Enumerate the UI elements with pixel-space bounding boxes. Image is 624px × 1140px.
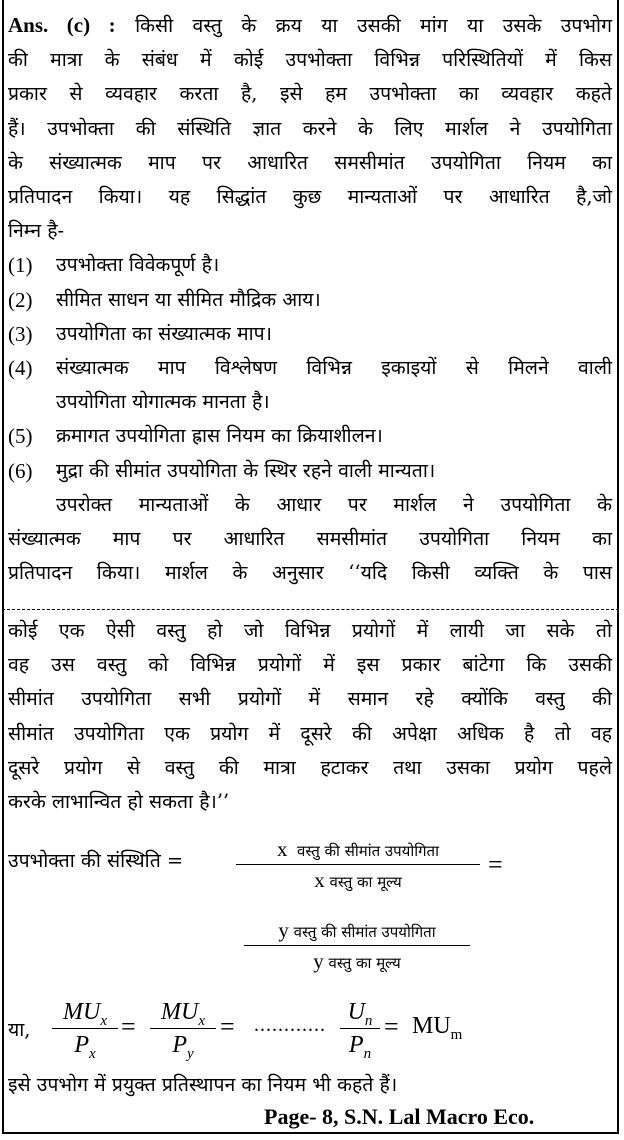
equals-sign: = bbox=[488, 850, 503, 879]
page-break-divider bbox=[2, 609, 619, 610]
assumption-item: (4) संख्यात्मक माप विश्लेषण विभिन्न इकाइयों से मिलने वाली उपयोगिता योगात्मक मानता है। bbox=[8, 356, 612, 414]
equals-sign: = bbox=[121, 1012, 136, 1041]
para3-line: कोई एक ऐसी वस्तु हो जो विभिन्न प्रयोगों में लायी जा सके तो bbox=[8, 619, 612, 642]
para2-line: उपरोक्त मान्यताओं के आधार पर मार्शल ने उपयोगिता के bbox=[56, 492, 612, 516]
intro-line: हैं। उपभोक्ता की संस्थिति ज्ञात करने के लिए मार्शल ने उपयोगिता bbox=[8, 116, 612, 140]
answer-label: Ans. (c) : bbox=[8, 13, 116, 37]
equals-sign: = bbox=[220, 1012, 235, 1041]
para3-line: दूसरे प्रयोग से वस्तु की मात्रा हटाकर तथा उसका प्रयोग पहले bbox=[8, 755, 612, 779]
intro-line: के संख्यात्मक माप पर आधारित समसीमांत उपयोगिता नियम का bbox=[8, 150, 612, 174]
assumption-item: (3) उपयोगिता का संख्यात्मक माप। bbox=[8, 321, 272, 346]
fraction-x: x वस्तु की सीमांत उपयोगिता x वस्तु का मूल्य bbox=[236, 834, 480, 895]
formula-mux-py: $MU_x$ $P_y$ bbox=[150, 996, 216, 1061]
equals-sign: = bbox=[384, 1012, 399, 1041]
assumption-item: (6) मुद्रा की सीमांत उपयोगिता के स्थिर रहने वाली मान्यता। bbox=[8, 458, 436, 483]
para2-line: प्रतिपादन किया। मार्शल के अनुसार ‘‘यदि किसी व्यक्ति के पास bbox=[8, 561, 612, 585]
page-footer: Page- 8, S.N. Lal Macro Eco. bbox=[264, 1104, 535, 1129]
para3-line: सीमांत उपयोगिता एक प्रयोग में दूसरे की अपेक्षा अधिक है तो वह bbox=[8, 721, 612, 745]
para3-line: करके लाभान्वित हो सकता है।’’ bbox=[8, 790, 230, 814]
intro-line: निम्न है- bbox=[8, 219, 65, 243]
answer-body bbox=[8, 8, 612, 590]
para2-line: संख्यात्मक माप पर आधारित समसीमांत उपयोगिता नियम का bbox=[8, 527, 612, 551]
para3-line: वह उस वस्तु को विभिन्न प्रयोगों में इस प्रकार बांटेगा कि उसकी bbox=[8, 653, 612, 677]
quote-continuation bbox=[8, 614, 612, 819]
formula-prefix: या, bbox=[8, 1018, 31, 1041]
intro-line-1: Ans. (c) : किसी वस्तु के क्रय या उसकी मांग या उसके उपभोग bbox=[8, 13, 612, 37]
intro-line: प्रतिपादन किया। यह सिद्धांत कुछ मान्यताओं पर आधारित है,जो bbox=[8, 185, 612, 209]
fraction-y: y वस्तु की सीमांत उपयोगिता y वस्तु का मूल्य bbox=[244, 915, 470, 976]
formula-mum: $MU_m$ bbox=[412, 1013, 463, 1043]
closing-sentence: इसे उपभोग में प्रयुक्त प्रतिस्थापन का नियम भी कहते हैं। bbox=[8, 1073, 398, 1096]
intro-line: प्रकार से व्यवहार करता है, इसे हम उपभोक्ता का व्यवहार कहते bbox=[8, 82, 612, 106]
intro-line: की मात्रा के संबंध में कोई उपभोक्ता विभिन्न परिस्थितियों में किस bbox=[8, 48, 612, 72]
assumption-item: (1) उपभोक्ता विवेकपूर्ण है। bbox=[8, 253, 220, 278]
formula-un-pn: $U_n$ $P_n$ bbox=[340, 996, 380, 1061]
formula-mux-px: $MU_x$ $P_x$ bbox=[52, 996, 118, 1061]
assumption-item: (2) सीमित साधन या सीमित मौद्रिक आय। bbox=[8, 287, 321, 312]
ellipsis-dots: ............ bbox=[254, 1014, 326, 1036]
equilibrium-label: उपभोक्ता की संस्थिति = bbox=[8, 849, 184, 872]
assumption-item: (5) क्रमागत उपयोगिता ह्रास नियम का क्रियाशीलन। bbox=[8, 424, 383, 449]
para3-line: सीमांत उपयोगिता सभी प्रयोगों में समान रहे क्योंकि वस्तु की bbox=[8, 687, 612, 711]
